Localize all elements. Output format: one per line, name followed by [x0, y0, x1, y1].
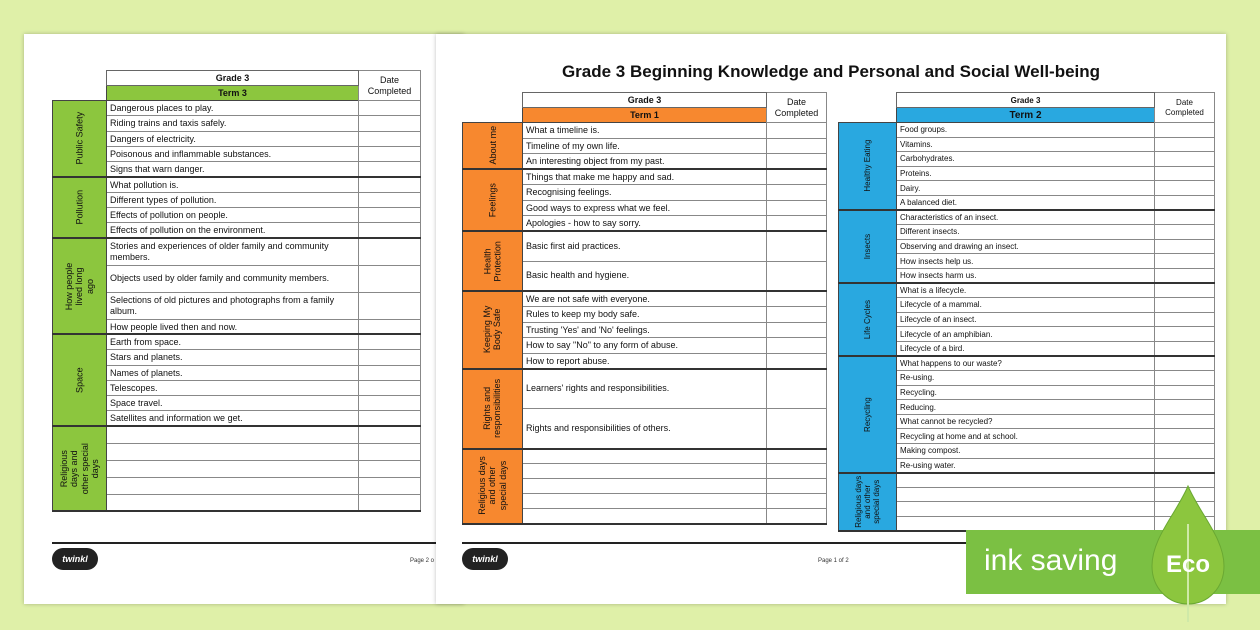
topic-label-wrap [53, 262, 106, 311]
table-row [839, 210, 1215, 225]
list-item: Effects of pollution on people. [107, 208, 359, 223]
list-item [107, 426, 359, 443]
list-item: Names of planets. [107, 365, 359, 380]
table-row [53, 177, 421, 192]
topic-label [839, 123, 897, 211]
date-cell [767, 479, 827, 494]
table-row [53, 411, 421, 426]
list-item: Space travel. [107, 396, 359, 411]
list-item: Re-using water. [897, 458, 1155, 473]
date-cell [1155, 444, 1215, 459]
date-cell [1155, 181, 1215, 196]
date-cell [1155, 312, 1215, 327]
header-corner [463, 93, 523, 108]
topic-label-text: Healthy Eating [862, 140, 872, 193]
topic-label-text: Religious days and other special days [476, 456, 508, 516]
list-item: How to report abuse. [523, 353, 767, 369]
table-row [53, 380, 421, 395]
list-item: Lifecycle of a mammal. [897, 298, 1155, 313]
date-cell [359, 208, 421, 223]
topic-label-wrap [463, 126, 522, 165]
list-item [523, 494, 767, 509]
list-item [523, 509, 767, 524]
table-row [53, 146, 421, 161]
list-item: Riding trains and taxis safely. [107, 116, 359, 131]
list-item: Observing and drawing an insect. [897, 239, 1155, 254]
topic-label-text: Insects [862, 233, 872, 260]
term2-table [838, 92, 1215, 532]
date-cell [359, 223, 421, 238]
table-row [53, 319, 421, 334]
list-item [897, 487, 1155, 502]
topic-label [463, 231, 523, 291]
date-cell [767, 261, 827, 291]
twinkl-logo: twinkl [52, 548, 98, 570]
list-item: Timeline of my own life. [523, 138, 767, 154]
list-item: Dairy. [897, 181, 1155, 196]
list-item [523, 464, 767, 479]
date-cell [1155, 298, 1215, 313]
list-item: What happens to our waste? [897, 356, 1155, 371]
table-row [53, 265, 421, 292]
table-row [53, 460, 421, 477]
list-item: Proteins. [897, 166, 1155, 181]
date-cell [767, 291, 827, 307]
date-cell [767, 322, 827, 338]
table-row [53, 494, 421, 511]
page-number: Page 1 of 2 [818, 558, 849, 564]
topic-label-text: Religious days and other special days [853, 475, 882, 528]
term3-table [52, 70, 421, 512]
date-cell [1155, 268, 1215, 283]
topic-label [463, 291, 523, 369]
list-item: Different insects. [897, 225, 1155, 240]
topic-label-wrap [463, 305, 522, 354]
header-corner [839, 108, 897, 123]
table-row [463, 231, 827, 261]
table-row [53, 192, 421, 207]
date-cell [359, 265, 421, 292]
topic-label-text: Pollution [74, 190, 85, 225]
list-item: Basic health and hygiene. [523, 261, 767, 291]
list-item [897, 473, 1155, 488]
date-cell [359, 411, 421, 426]
table-row [53, 443, 421, 460]
table-row [463, 123, 827, 139]
grade-header: Grade 3 [107, 71, 359, 86]
list-item: Rights and responsibilities of others. [523, 409, 767, 449]
date-cell [359, 396, 421, 411]
date-cell [1155, 225, 1215, 240]
date-cell [767, 338, 827, 354]
topic-label-text: Feelings [487, 182, 498, 218]
table-row [839, 123, 1215, 138]
list-item [107, 477, 359, 494]
topic-label [839, 283, 897, 356]
topic-label-wrap [463, 378, 522, 439]
topic-label-wrap [463, 240, 522, 282]
date-cell [1155, 239, 1215, 254]
topic-label-wrap [839, 475, 896, 528]
topic-label [839, 473, 897, 531]
list-item: Vitamins. [897, 137, 1155, 152]
topic-label-wrap [463, 182, 522, 218]
date-cell [359, 365, 421, 380]
list-item: Objects used by older family and community members. [107, 265, 359, 292]
date-cell [1155, 400, 1215, 415]
date-cell [359, 131, 421, 146]
list-item [897, 517, 1155, 532]
ink-saving-text: ink saving [984, 544, 1118, 577]
list-item: Stories and experiences of older family and community members. [107, 238, 359, 265]
list-item: Basic first aid practices. [523, 231, 767, 261]
page-title: Grade 3 Beginning Knowledge and Personal and Social Well-being [561, 62, 1101, 81]
list-item: Apologies - how to say sorry. [523, 216, 767, 232]
date-cell [767, 449, 827, 464]
topic-label [53, 334, 107, 426]
table-row [53, 292, 421, 319]
list-item: Learners' rights and responsibilities. [523, 369, 767, 409]
topic-label [53, 101, 107, 177]
date-cell [767, 185, 827, 201]
topic-label-wrap [53, 112, 106, 165]
list-item: Things that make me happy and sad. [523, 169, 767, 185]
list-item: How insects help us. [897, 254, 1155, 269]
date-cell [359, 477, 421, 494]
date-cell [767, 509, 827, 524]
grade-header: Grade 3 [523, 93, 767, 108]
table-row [463, 369, 827, 409]
list-item: Selections of old pictures and photographs from a family album. [107, 292, 359, 319]
table-row [839, 356, 1215, 371]
table-row [53, 208, 421, 223]
list-item: Carbohydrates. [897, 152, 1155, 167]
date-completed-header: Date Completed [767, 93, 827, 123]
date-cell [359, 292, 421, 319]
list-item: Recognising feelings. [523, 185, 767, 201]
date-cell [767, 154, 827, 170]
date-cell [1155, 254, 1215, 269]
table-row [53, 162, 421, 177]
table-row [53, 365, 421, 380]
footer-line [52, 542, 464, 544]
topic-label-text: Space [74, 367, 85, 394]
topic-label-text: Keeping My Body Safe [482, 305, 503, 354]
topic-label-text: About me [487, 126, 498, 165]
date-completed-header: Date Completed [359, 71, 421, 101]
list-item [523, 449, 767, 464]
topic-label-wrap [53, 190, 106, 225]
date-cell [1155, 371, 1215, 386]
date-cell [359, 146, 421, 161]
list-item: How people lived then and now. [107, 319, 359, 334]
topic-label-wrap [53, 443, 106, 495]
header-corner [839, 93, 897, 108]
topic-label [463, 369, 523, 449]
list-item: Signs that warn danger. [107, 162, 359, 177]
list-item: Effects of pollution on the environment. [107, 223, 359, 238]
topic-label-wrap [463, 456, 522, 516]
table-row [463, 291, 827, 307]
date-cell [1155, 385, 1215, 400]
grade-header: Grade 3 [897, 93, 1155, 108]
date-cell [767, 169, 827, 185]
date-cell [359, 380, 421, 395]
date-cell [1155, 123, 1215, 138]
date-cell [767, 464, 827, 479]
list-item: Telescopes. [107, 380, 359, 395]
topic-label [53, 238, 107, 334]
header-corner [463, 108, 523, 123]
list-item: Lifecycle of an amphibian. [897, 327, 1155, 342]
list-item: Food groups. [897, 123, 1155, 138]
topic-label [463, 123, 523, 170]
date-cell [359, 334, 421, 349]
list-item: What a timeline is. [523, 123, 767, 139]
list-item: Reducing. [897, 400, 1155, 415]
date-cell [1155, 137, 1215, 152]
date-cell [359, 494, 421, 511]
date-cell [1155, 210, 1215, 225]
date-cell [1155, 152, 1215, 167]
list-item: How insects harm us. [897, 268, 1155, 283]
table-row [53, 396, 421, 411]
header-row [53, 71, 421, 86]
date-cell [1155, 166, 1215, 181]
worksheet-page-2 [24, 34, 464, 604]
topic-label [463, 169, 523, 231]
worksheet-page-1 [436, 34, 1226, 604]
date-cell [359, 238, 421, 265]
list-item: Lifecycle of an insect. [897, 312, 1155, 327]
table-row [53, 131, 421, 146]
date-cell [767, 307, 827, 323]
date-cell [1155, 341, 1215, 356]
date-cell [359, 460, 421, 477]
date-cell [767, 200, 827, 216]
header-corner [53, 71, 107, 86]
list-item: What pollution is. [107, 177, 359, 192]
table-row [53, 426, 421, 443]
list-item: What is a lifecycle. [897, 283, 1155, 298]
list-item: Lifecycle of a bird. [897, 341, 1155, 356]
list-item: Dangers of electricity. [107, 131, 359, 146]
list-item: Good ways to express what we feel. [523, 200, 767, 216]
list-item [107, 460, 359, 477]
list-item: Different types of pollution. [107, 192, 359, 207]
list-item: A balanced diet. [897, 195, 1155, 210]
topic-label-wrap [839, 233, 896, 260]
list-item [107, 494, 359, 511]
date-cell [767, 138, 827, 154]
topic-label-text: Religious days and other special days [58, 443, 100, 495]
list-item: Making compost. [897, 444, 1155, 459]
list-item: What cannot be recycled? [897, 414, 1155, 429]
table-row [53, 238, 421, 265]
term1-table [462, 92, 827, 525]
date-cell [1155, 283, 1215, 298]
header-row [839, 93, 1215, 108]
list-item [897, 502, 1155, 517]
table-row [53, 116, 421, 131]
date-cell [359, 350, 421, 365]
topic-label [53, 426, 107, 511]
table-row [53, 223, 421, 238]
date-cell [1155, 414, 1215, 429]
eco-leaf-icon [1148, 484, 1228, 624]
list-item: Rules to keep my body safe. [523, 307, 767, 323]
table-row [53, 334, 421, 349]
list-item: Trusting 'Yes' and 'No' feelings. [523, 322, 767, 338]
list-item: Recycling at home and at school. [897, 429, 1155, 444]
list-item: Poisonous and inflammable substances. [107, 146, 359, 161]
date-cell [767, 409, 827, 449]
topic-label-wrap [53, 367, 106, 394]
date-cell [359, 443, 421, 460]
date-cell [359, 192, 421, 207]
date-cell [359, 101, 421, 116]
topic-label-wrap [839, 397, 896, 432]
topic-label-text: How people lived long ago [63, 262, 95, 311]
table-row [53, 350, 421, 365]
list-item: How to say "No" to any form of abuse. [523, 338, 767, 354]
date-cell [767, 494, 827, 509]
list-item: Satellites and information we get. [107, 411, 359, 426]
topic-label-text: Rights and responsibilities [482, 378, 503, 439]
list-item: Re-using. [897, 371, 1155, 386]
date-cell [767, 216, 827, 232]
header-row [463, 93, 827, 108]
topic-label [463, 449, 523, 524]
date-cell [767, 123, 827, 139]
date-cell [359, 177, 421, 192]
date-cell [359, 116, 421, 131]
date-cell [359, 426, 421, 443]
table-row [53, 101, 421, 116]
topic-label-text: Health Protection [482, 240, 503, 282]
table-row [53, 477, 421, 494]
term1-label: Term 1 [523, 108, 767, 123]
date-cell [359, 162, 421, 177]
date-cell [1155, 458, 1215, 473]
list-item: Stars and planets. [107, 350, 359, 365]
list-item: Earth from space. [107, 334, 359, 349]
date-cell [1155, 429, 1215, 444]
page-number: Page 2 o [410, 558, 435, 564]
topic-label [839, 210, 897, 283]
topic-label-text: Life Cycles [862, 299, 872, 340]
date-cell [767, 353, 827, 369]
list-item: Recycling. [897, 385, 1155, 400]
header-corner [53, 86, 107, 101]
topic-label-text: Public Safety [74, 112, 85, 165]
date-cell [767, 369, 827, 409]
date-cell [1155, 327, 1215, 342]
topic-label-wrap [839, 299, 896, 340]
topic-label-text: Recycling [862, 397, 872, 432]
list-item [107, 443, 359, 460]
topic-label [839, 356, 897, 473]
eco-label: Eco [1165, 551, 1211, 578]
table-row [463, 169, 827, 185]
term2-label: Term 2 [897, 108, 1155, 123]
date-cell [359, 319, 421, 334]
list-item: An interesting object from my past. [523, 154, 767, 170]
list-item [523, 479, 767, 494]
twinkl-logo: twinkl [462, 548, 508, 570]
table-row [463, 449, 827, 464]
topic-label [53, 177, 107, 238]
list-item: Dangerous places to play. [107, 101, 359, 116]
list-item: We are not safe with everyone. [523, 291, 767, 307]
topic-label-wrap [839, 140, 896, 193]
date-cell [767, 231, 827, 261]
date-completed-header: Date Completed [1155, 93, 1215, 123]
list-item: Characteristics of an insect. [897, 210, 1155, 225]
date-cell [1155, 356, 1215, 371]
term3-label: Term 3 [107, 86, 359, 101]
table-row [839, 283, 1215, 298]
date-cell [1155, 195, 1215, 210]
